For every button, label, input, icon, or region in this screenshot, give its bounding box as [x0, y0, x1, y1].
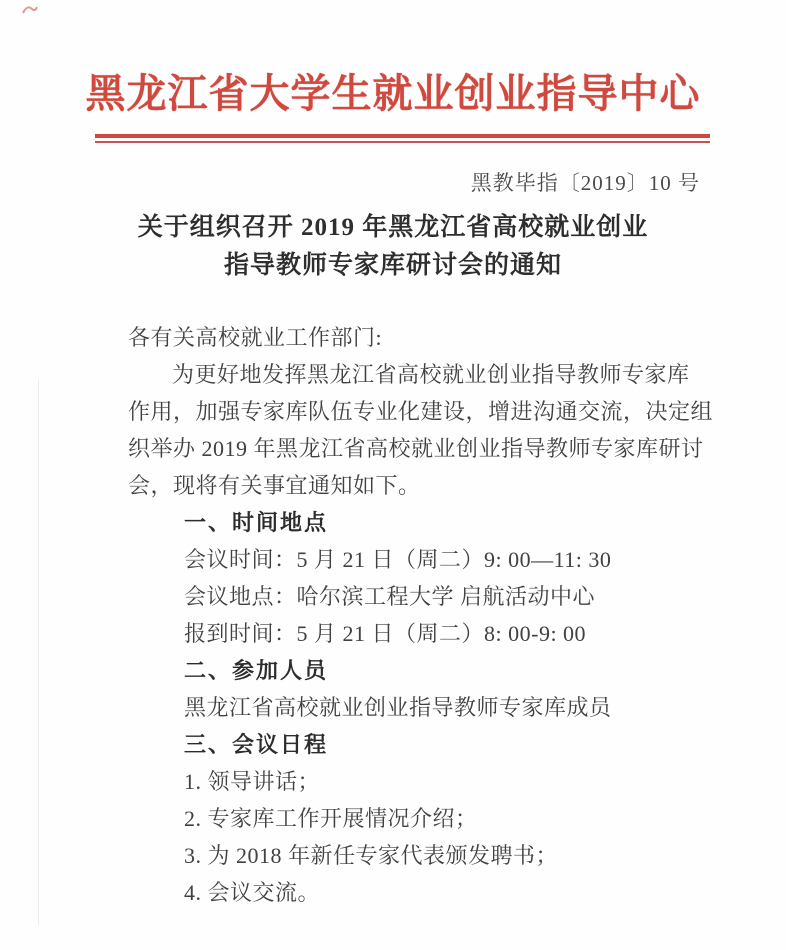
- paragraph-line: 会，现将有关事宜通知如下。: [128, 473, 421, 498]
- agenda-item-3: 3. 为 2018 年新任专家代表颁发聘书；: [184, 843, 559, 868]
- paragraph-line: 为更好地发挥黑龙江省高校就业创业指导教师专家库: [172, 362, 690, 387]
- letterhead-divider-rule: [95, 134, 710, 143]
- agenda-item-1: 1. 领导讲话；: [184, 769, 321, 794]
- paragraph-line: 作用，加强专家库队伍专业化建设，增进沟通交流，决定组: [128, 399, 714, 424]
- notice-title-line-1: 关于组织召开 2019 年黑龙江省高校就业创业: [137, 214, 649, 241]
- salutation-line: 各有关高校就业工作部门:: [128, 325, 383, 350]
- meeting-time-line: 会议时间：5 月 21 日（周二）9: 00—11: 30: [184, 547, 612, 572]
- paragraph-line: 织举办 2019 年黑龙江省高校就业创业指导教师专家库研讨: [128, 436, 704, 461]
- participants-line: 黑龙江省高校就业创业指导教师专家库成员: [184, 695, 612, 720]
- notice-title-line-2: 指导教师专家库研讨会的通知: [223, 252, 562, 279]
- checkin-time-line: 报到时间：5 月 21 日（周二）8: 00-9: 00: [184, 621, 587, 646]
- notice-body: [128, 319, 714, 911]
- section-heading-3: 三、会议日程: [184, 732, 329, 757]
- agenda-item-4: 4. 会议交流。: [184, 880, 321, 905]
- agenda-item-2: 2. 专家库工作开展情况介绍；: [184, 806, 478, 831]
- scan-fold-line: [38, 380, 39, 925]
- notice-title: [0, 209, 786, 285]
- section-heading-1: 一、时间地点: [184, 510, 329, 535]
- red-scan-mark: [22, 5, 38, 15]
- section-heading-2: 二、参加人员: [184, 658, 329, 683]
- document-number: 黑教毕指〔2019〕10 号: [470, 171, 700, 195]
- meeting-place-line: 会议地点：哈尔滨工程大学 启航活动中心: [184, 584, 596, 609]
- letterhead-org-name: 黑龙江省大学生就业创业指导中心: [85, 71, 701, 116]
